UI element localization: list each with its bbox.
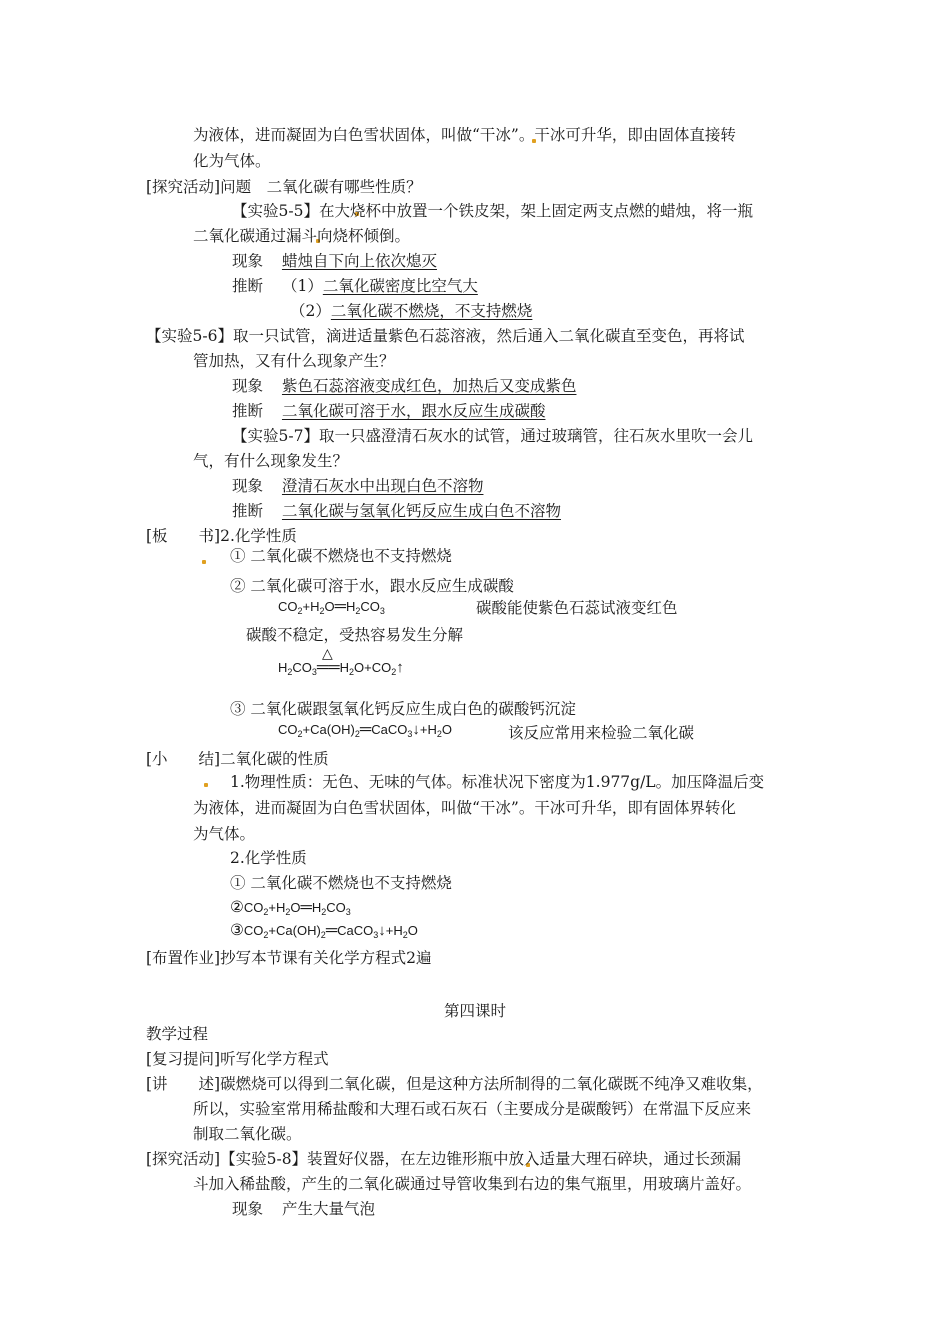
label: 现象 (232, 1200, 264, 1218)
section-heading: [板 书]2.化学性质 (146, 527, 297, 545)
text-line: 管加热，又有什么现象产生？ (193, 352, 395, 370)
inference-line (232, 275, 478, 297)
text-line: 碳酸不稳定，受热容易发生分解 (246, 626, 464, 644)
answer: 澄清石灰水中出现白色不溶物 (281, 477, 484, 495)
answer: 二氧化碳与氢氧化钙反应生成白色不溶物 (281, 502, 561, 520)
equation-limewater: $CO_2+Ca(OH)_2═CaCO_3↓+H_2O$ (278, 721, 453, 739)
label: 推断 (232, 277, 264, 295)
artifact-dot (202, 560, 206, 564)
text-line: ① 二氧化碳不燃烧也不支持燃烧 (230, 547, 452, 565)
text-line: 化为气体。 (193, 152, 271, 170)
text-line: 【实验5-6】取一只试管，滴进适量紫色石蕊溶液，然后通入二氧化碳直至变色，再将试 (146, 327, 745, 345)
text-line: 二氧化碳通过漏斗向烧杯倾倒。 (193, 227, 411, 245)
section-heading: [小 结]二氧化碳的性质 (146, 750, 329, 768)
text-line: ③ 二氧化碳跟氢氧化钙反应生成白色的碳酸钙沉淀 (230, 700, 576, 718)
text-line: ① 二氧化碳不燃烧也不支持燃烧 (230, 874, 452, 892)
equation-carbonic-acid: $CO_2+H_2O═H_2CO_3$ (278, 598, 385, 616)
inference-line (232, 500, 561, 522)
equation-note: 碳酸能使紫色石蕊试液变红色 (476, 599, 678, 617)
observation-line (232, 475, 483, 497)
text-line: 【实验5-7】取一只盛澄清石灰水的试管，通过玻璃管，往石灰水里吹一会儿 (232, 427, 753, 445)
label: 推断 (232, 402, 264, 420)
text-line: 为液体，进而凝固为白色雪状固体，叫做“干冰”。干冰可升华，即由固体直接转 (193, 126, 736, 144)
text-line: 2.化学性质 (230, 849, 307, 867)
text-line: 【实验5-5】在大烧杯中放置一个铁皮架，架上固定两支点燃的蜡烛，将一瓶 (232, 202, 753, 220)
inference-line (290, 300, 532, 322)
label: 现象 (232, 377, 264, 395)
equation-line: $③CO_2+Ca(OH)_2═CaCO_3↓+H_2O$ (230, 921, 418, 940)
text-line: 1.物理性质：无色、无味的气体。标准状况下密度为1.977g/L。加压降温后变 (230, 773, 765, 791)
text-line: 制取二氧化碳。 (193, 1125, 302, 1143)
observation-line (232, 250, 437, 272)
answer: 产生大量气泡 (281, 1200, 375, 1218)
answer: 二氧化碳不燃烧，不支持燃烧 (330, 302, 533, 320)
equation-decomposition: $H_2CO_3══H_2O+CO_2↑$ (278, 659, 404, 677)
label: 现象 (232, 477, 264, 495)
equation-note: 该反应常用来检验二氧化碳 (508, 724, 695, 742)
inference-line (232, 400, 545, 422)
text-line: 为液体，进而凝固为白色雪状固体，叫做“干冰”。干冰可升华，即有固体界转化 (193, 799, 736, 817)
number: （1） (281, 277, 323, 295)
section-heading: [布置作业]抄写本节课有关化学方程式2遍 (146, 949, 432, 967)
section-heading: [复习提问]听写化学方程式 (146, 1050, 329, 1068)
text-line: [探究活动]问题 二氧化碳有哪些性质？ (146, 178, 422, 196)
text-line: 气，有什么现象发生？ (193, 452, 349, 470)
observation-line (232, 375, 576, 397)
equation-line: $②CO_2+H_2O═H_2CO_3$ (230, 898, 351, 917)
text-line: [讲 述]碳燃烧可以得到二氧化碳，但是这种方法所制得的二氧化碳既不纯净又难收集， (146, 1075, 763, 1093)
answer: 蜡烛自下向上依次熄灭 (281, 252, 437, 270)
delta-symbol: △ (322, 645, 333, 661)
text-line: ② 二氧化碳可溶于水，跟水反应生成碳酸 (230, 577, 514, 595)
observation-line (232, 1198, 375, 1220)
text-line: 所以，实验室常用稀盐酸和大理石或石灰石（主要成分是碳酸钙）在常温下反应来 (193, 1100, 752, 1118)
answer: 二氧化碳密度比空气大 (322, 277, 478, 295)
artifact-dot (204, 783, 208, 787)
text-line: [探究活动]【实验5-8】装置好仪器，在左边锥形瓶中放入适量大理石碎块，通过长颈漏 (146, 1150, 742, 1168)
answer: 紫色石蕊溶液变成红色，加热后又变成紫色 (281, 377, 577, 395)
text-line: 斗加入稀盐酸，产生的二氧化碳通过导管收集到右边的集气瓶里，用玻璃片盖好。 (193, 1175, 752, 1193)
label: 推断 (232, 502, 264, 520)
text-line: 为气体。 (193, 825, 256, 843)
number: （2） (290, 302, 331, 320)
answer: 二氧化碳可溶于水，跟水反应生成碳酸 (281, 402, 546, 420)
label: 现象 (232, 252, 264, 270)
text-line: 教学过程 (146, 1025, 209, 1043)
lesson-title: 第四课时 (443, 1002, 506, 1020)
